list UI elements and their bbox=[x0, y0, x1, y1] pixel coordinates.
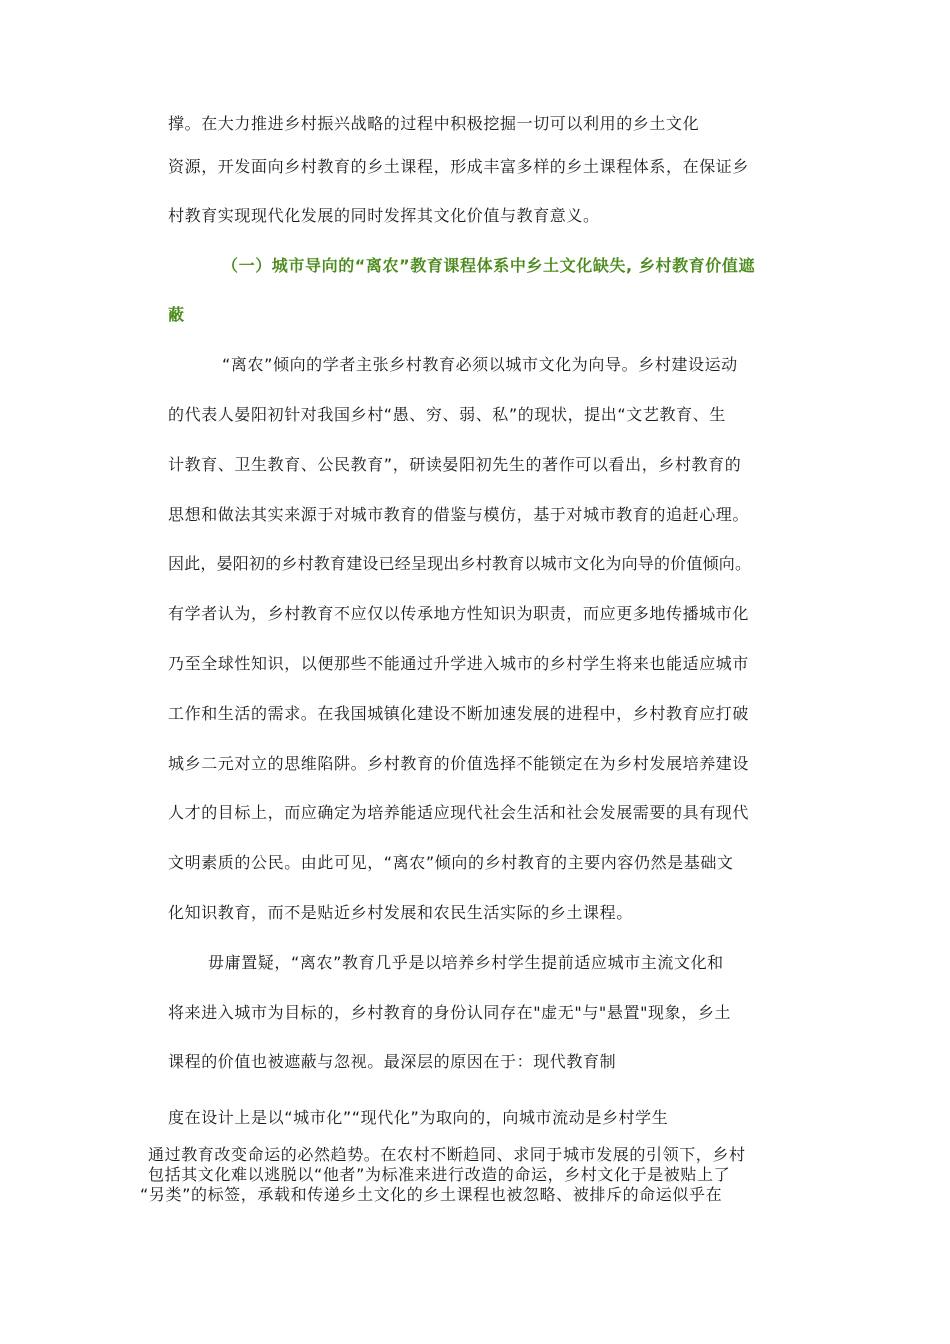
text-line: 毋庸置疑，“离农”教育几乎是以培养乡村学生提前适应城市主流文化和 bbox=[208, 953, 724, 972]
text-line: 思想和做法其实来源于对城市教育的借鉴与模仿，基于对城市教育的追赶心理。 bbox=[168, 505, 750, 524]
text-line: 化知识教育，而不是贴近乡村发展和农民生活实际的乡土课程。 bbox=[168, 903, 633, 922]
text-line: 包括其文化难以逃脱以“他者”为标准来进行改造的命运，乡村文化于是被贴上了 bbox=[148, 1165, 731, 1184]
text-line: 有学者认为，乡村教育不应仅以传承地方性知识为职责，而应更多地传播城市化 bbox=[168, 604, 750, 623]
text-line: 工作和生活的需求。在我国城镇化建设不断加速发展的进程中，乡村教育应打破 bbox=[168, 704, 750, 723]
heading-line: 蔽 bbox=[168, 305, 185, 324]
text-line: 将来进入城市为目标的，乡村教育的身份认同存在"虚无"与"悬置"现象，乡土 bbox=[168, 1003, 732, 1022]
text-line: 村教育实现现代化发展的同时发挥其文化价值与教育意义。 bbox=[168, 206, 600, 225]
text-line: “离农”倾向的学者主张乡村教育必须以城市文化为向导。乡村建设运动 bbox=[222, 355, 738, 374]
text-line: 乃至全球性知识，以便那些不能通过升学进入城市的乡村学生将来也能适应城市 bbox=[168, 654, 750, 673]
text-line: 的代表人晏阳初针对我国乡村“愚、穷、弱、私”的现状，提出“文艺教育、生 bbox=[168, 405, 726, 424]
text-line: 通过教育改变命运的必然趋势。在农村不断趋同、求同于城市发展的引领下，乡村 bbox=[148, 1145, 746, 1164]
text-line: 文明素质的公民。由此可见，“离农”倾向的乡村教育的主要内容仍然是基础文 bbox=[168, 853, 734, 872]
heading-line: （一）城市导向的“离农”教育课程体系中乡土文化缺失, 乡村教育价值遮 bbox=[222, 256, 756, 275]
text-line: “另类”的标签，承载和传递乡土文化的乡土课程也被忽略、被排斥的命运似乎在 bbox=[140, 1185, 723, 1204]
text-line: 因此，晏阳初的乡村教育建设已经呈现出乡村教育以城市文化为向导的价值倾向。 bbox=[168, 554, 752, 573]
text-line: 计教育、卫生教育、公民教育”，研读晏阳初先生的著作可以看出，乡村教育的 bbox=[168, 455, 742, 474]
text-line: 资源，开发面向乡村教育的乡土课程，形成丰富多样的乡土课程体系，在保证乡 bbox=[168, 157, 750, 176]
text-line: 人才的目标上，而应确定为培养能适应现代社会生活和社会发展需要的具有现代 bbox=[168, 803, 750, 822]
text-line: 城乡二元对立的思维陷阱。乡村教育的价值选择不能锁定在为乡村发展培养建设 bbox=[168, 754, 750, 773]
text-line: 撑。在大力推进乡村振兴战略的过程中积极挖掘一切可以利用的乡土文化 bbox=[168, 114, 700, 133]
text-line: 度在设计上是以“城市化”“现代化”为取向的，向城市流动是乡村学生 bbox=[168, 1108, 669, 1127]
text-line: 课程的价值也被遮蔽与忽视。最深层的原因在于：现代教育制 bbox=[168, 1052, 617, 1071]
